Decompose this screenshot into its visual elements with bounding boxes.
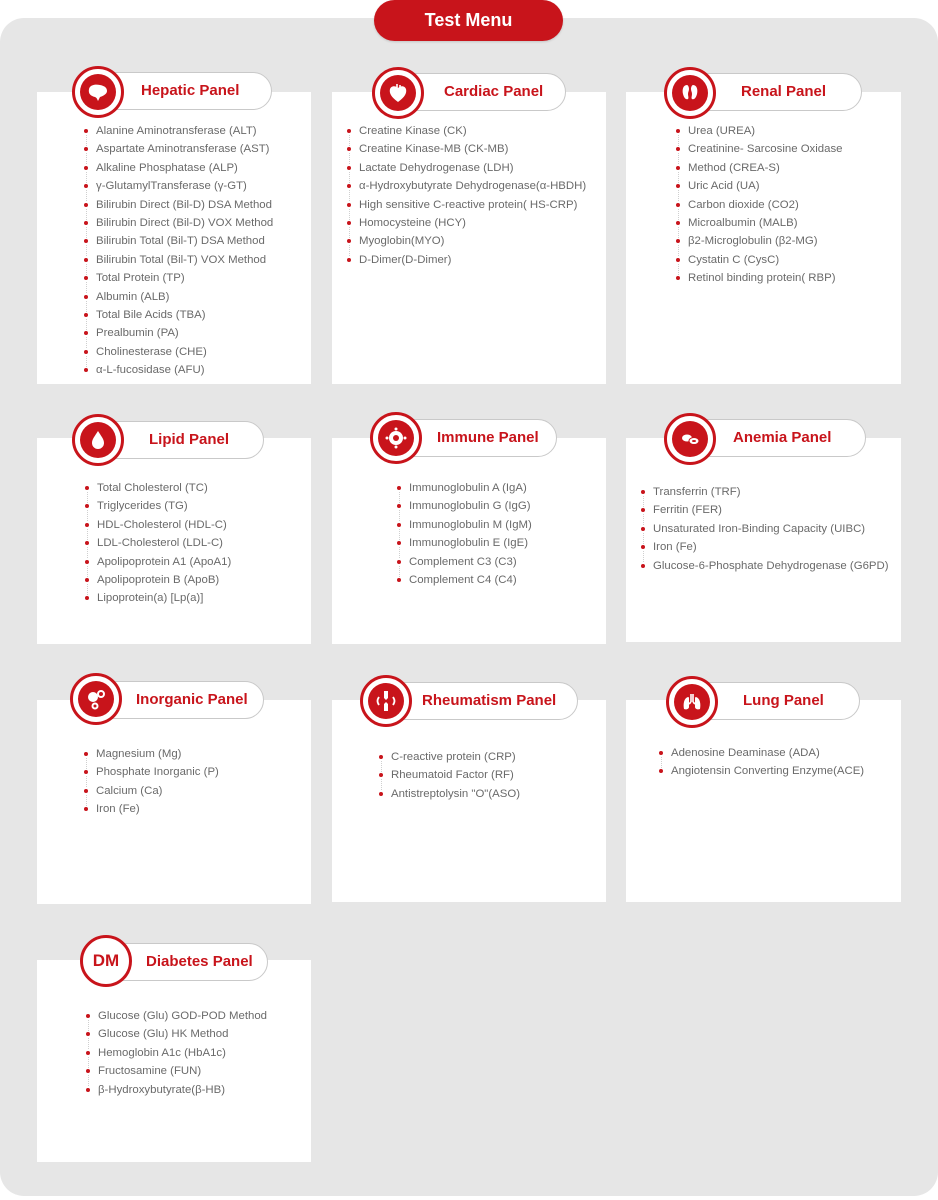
list-item: Alanine Aminotransferase (ALT) [84,122,273,140]
dm-text-icon [80,935,132,987]
list-item: α-L-fucosidase (AFU) [84,361,273,379]
list-item: Albumin (ALB) [84,288,273,306]
list-item: Transferrin (TRF) [641,483,889,501]
list-item: Phosphate Inorganic (P) [84,763,219,781]
list-item: Total Cholesterol (TC) [85,479,231,497]
list-item: Lipoprotein(a) [Lp(a)] [85,589,231,607]
list-item: Bilirubin Total (Bil-T) VOX Method [84,251,273,269]
kidney-icon [664,67,716,119]
list-item: Cystatin C (CysC) [676,251,842,269]
list-item: Uric Acid (UA) [676,177,842,195]
list-item: Hemoglobin A1c (HbA1c) [86,1044,267,1062]
molecule-icon [70,673,122,725]
list-item: Calcium (Ca) [84,782,219,800]
panel-items-inorganic [84,745,219,819]
panel-title-inorganic: Inorganic Panel [136,691,248,708]
list-item: Lactate Dehydrogenase (LDH) [347,159,586,177]
list-item: Rheumatoid Factor (RF) [379,766,520,784]
panel-title-immune: Immune Panel [437,429,539,446]
list-item: β-Hydroxybutyrate(β-HB) [86,1081,267,1099]
list-item: Retinol binding protein( RBP) [676,269,842,287]
list-item: C-reactive protein (CRP) [379,748,520,766]
list-item: Antistreptolysin "O"(ASO) [379,785,520,803]
list-item: Apolipoprotein B (ApoB) [85,571,231,589]
liver-icon [72,66,124,118]
list-item: Adenosine Deaminase (ADA) [659,744,864,762]
panel-card-lung [626,700,901,902]
list-item: Iron (Fe) [641,538,889,556]
list-item: Method (CREA-S) [676,159,842,177]
list-item: Aspartate Aminotransferase (AST) [84,140,273,158]
list-item: Ferritin (FER) [641,501,889,519]
panel-title-lipid: Lipid Panel [149,431,230,448]
list-item: Immunoglobulin G (IgG) [397,497,532,515]
panel-title-hepatic: Hepatic Panel [141,82,240,99]
list-item: High sensitive C-reactive protein( HS-CRP) [347,196,586,214]
panel-title-anemia: Anemia Panel [733,429,832,446]
panel-title-lung: Lung Panel [743,692,824,709]
list-item: Apolipoprotein A1 (ApoA1) [85,553,231,571]
heart-icon [372,67,424,119]
panel-title-diabetes: Diabetes Panel [146,953,253,970]
red-blood-cells-icon [664,413,716,465]
list-item: α-Hydroxybutyrate Dehydrogenase(α-HBDH) [347,177,586,195]
panel-items-cardiac [347,122,586,269]
lungs-icon [666,676,718,728]
list-item: Immunoglobulin A (IgA) [397,479,532,497]
list-item: Total Bile Acids (TBA) [84,306,273,324]
list-item: Unsaturated Iron-Binding Capacity (UIBC) [641,520,889,538]
list-item: Glucose (Glu) HK Method [86,1025,267,1043]
list-item: Angiotensin Converting Enzyme(ACE) [659,762,864,780]
list-item: Urea (UREA) [676,122,842,140]
list-item: Triglycerides (TG) [85,497,231,515]
list-item: Creatinine- Sarcosine Oxidase [676,140,842,158]
panel-items-lipid [85,479,231,608]
list-item: D-Dimer(D-Dimer) [347,251,586,269]
panel-items-renal [676,122,842,288]
immune-cell-icon [370,412,422,464]
list-item: Cholinesterase (CHE) [84,343,273,361]
panel-items-diabetes [86,1007,267,1099]
panel-items-anemia [641,483,889,575]
list-item: Glucose-6-Phosphate Dehydrogenase (G6PD) [641,557,889,575]
dm-text: DM [88,943,124,979]
list-item: Prealbumin (PA) [84,324,273,342]
list-item: Fructosamine (FUN) [86,1062,267,1080]
joint-icon [360,675,412,727]
list-item: Bilirubin Direct (Bil-D) VOX Method [84,214,273,232]
list-item: Complement C4 (C4) [397,571,532,589]
list-item: Creatine Kinase-MB (CK-MB) [347,140,586,158]
list-item: Creatine Kinase (CK) [347,122,586,140]
panel-items-lung [659,744,864,781]
panel-items-rheumatism [379,748,520,803]
panel-title-rheumatism: Rheumatism Panel [422,692,557,709]
panel-title-cardiac: Cardiac Panel [444,83,544,100]
panel-items-immune [397,479,532,589]
list-item: Carbon dioxide (CO2) [676,196,842,214]
list-item: Homocysteine (HCY) [347,214,586,232]
list-item: Glucose (Glu) GOD-POD Method [86,1007,267,1025]
list-item: Microalbumin (MALB) [676,214,842,232]
list-item: HDL-Cholesterol (HDL-C) [85,516,231,534]
list-item: Immunoglobulin E (IgE) [397,534,532,552]
list-item: Alkaline Phosphatase (ALP) [84,159,273,177]
list-item: LDL-Cholesterol (LDL-C) [85,534,231,552]
list-item: Bilirubin Total (Bil-T) DSA Method [84,232,273,250]
panel-title-renal: Renal Panel [741,83,827,100]
list-item: Iron (Fe) [84,800,219,818]
blood-drop-icon [72,414,124,466]
panel-items-hepatic [84,122,273,380]
list-item: Magnesium (Mg) [84,745,219,763]
list-item: Immunoglobulin M (IgM) [397,516,532,534]
list-item: β2-Microglobulin (β2-MG) [676,232,842,250]
list-item: Bilirubin Direct (Bil-D) DSA Method [84,196,273,214]
test-menu-title: Test Menu [374,0,563,41]
list-item: γ-GlutamylTransferase (γ-GT) [84,177,273,195]
list-item: Total Protein (TP) [84,269,273,287]
list-item: Myoglobin(MYO) [347,232,586,250]
list-item: Complement C3 (C3) [397,553,532,571]
